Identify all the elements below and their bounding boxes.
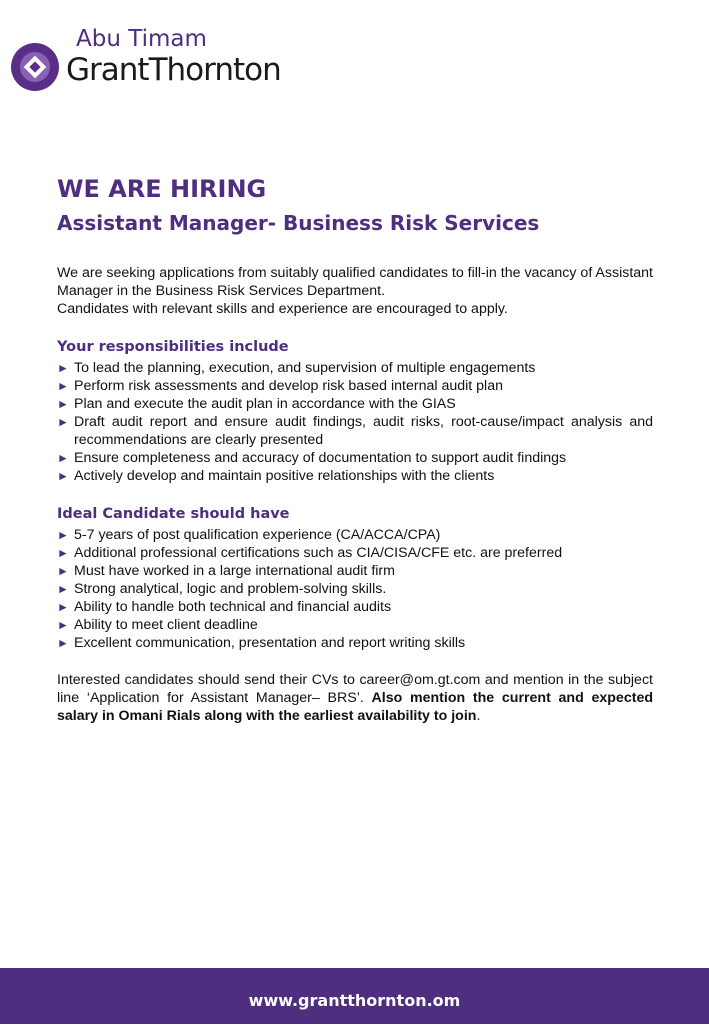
bullet-arrow-icon: ►	[57, 451, 69, 465]
list-item: ► Perform risk assessments and develop risk based internal audit plan	[57, 378, 503, 394]
website-link[interactable]: www.grantthornton.om	[248, 991, 461, 1010]
list-item: ► Ability to handle both technical and financial audits	[57, 599, 392, 615]
intro-paragraph: We are seeking applications from suitably qualified candidates to fill-in the vacancy of Assistant Manager in the Business Risk Services Department.	[57, 265, 653, 299]
bullet-arrow-icon: ►	[57, 546, 69, 560]
intro-encouragement: Candidates with relevant skills and experience are encouraged to apply.	[57, 301, 508, 317]
candidate-list	[57, 526, 653, 652]
bullet-arrow-icon: ►	[57, 397, 69, 411]
salary-instruction: Also mention the current and expected salary in Omani Rials along with the earliest availability to join	[57, 690, 653, 724]
list-item: ► Plan and execute the audit plan in accordance with the GIAS	[57, 396, 456, 412]
bullet-arrow-icon: ►	[57, 618, 69, 632]
bullet-arrow-icon: ►	[57, 582, 69, 596]
bullet-arrow-icon: ►	[57, 415, 69, 429]
grant-thornton-logo-icon	[10, 42, 60, 92]
list-item: ► Excellent communication, presentation and report writing skills	[57, 635, 466, 651]
list-item: ► Must have worked in a large international audit firm	[57, 563, 395, 579]
list-item: ► Draft audit report and ensure audit findings, audit risks, root-cause/impact analysis and recommendations are clearly presented	[57, 414, 653, 448]
bullet-arrow-icon: ►	[57, 636, 69, 650]
list-item: ► 5-7 years of post qualification experience (CA/ACCA/CPA)	[57, 527, 441, 543]
role-title: Assistant Manager- Business Risk Services	[57, 211, 540, 235]
hiring-heading: WE ARE HIRING	[57, 175, 267, 203]
bullet-arrow-icon: ►	[57, 600, 69, 614]
list-item: ► Ability to meet client deadline	[57, 617, 258, 633]
logo-wordmark: GrantThornton	[66, 52, 281, 88]
list-item: ► To lead the planning, execution, and supervision of multiple engagements	[57, 360, 536, 376]
bullet-arrow-icon: ►	[57, 379, 69, 393]
responsibilities-heading: Your responsibilities include	[57, 339, 289, 355]
bullet-arrow-icon: ►	[57, 528, 69, 542]
bullet-arrow-icon: ►	[57, 469, 69, 483]
footer-bar	[0, 968, 709, 1024]
bullet-arrow-icon: ►	[57, 564, 69, 578]
company-logo	[10, 22, 300, 102]
list-item: ► Ensure completeness and accuracy of documentation to support audit findings	[57, 450, 567, 466]
responsibilities-list	[57, 359, 653, 485]
list-item: ► Actively develop and maintain positive relationships with the clients	[57, 468, 495, 484]
logo-subtitle: Abu Timam	[76, 26, 207, 52]
job-posting	[57, 172, 653, 725]
application-instructions: Interested candidates should send their CVs to career@om.gt.com and mention in the subject line ‘Application for Assistant Manager– BRS’. Also mention the current and expected salary in Omani Rials along with the earliest availability to join.	[57, 672, 653, 724]
list-item: ► Additional professional certifications such as CIA/CISA/CFE etc. are preferred	[57, 545, 563, 561]
list-item: ► Strong analytical, logic and problem-solving skills.	[57, 581, 387, 597]
bullet-arrow-icon: ►	[57, 361, 69, 375]
candidate-heading: Ideal Candidate should have	[57, 506, 290, 522]
